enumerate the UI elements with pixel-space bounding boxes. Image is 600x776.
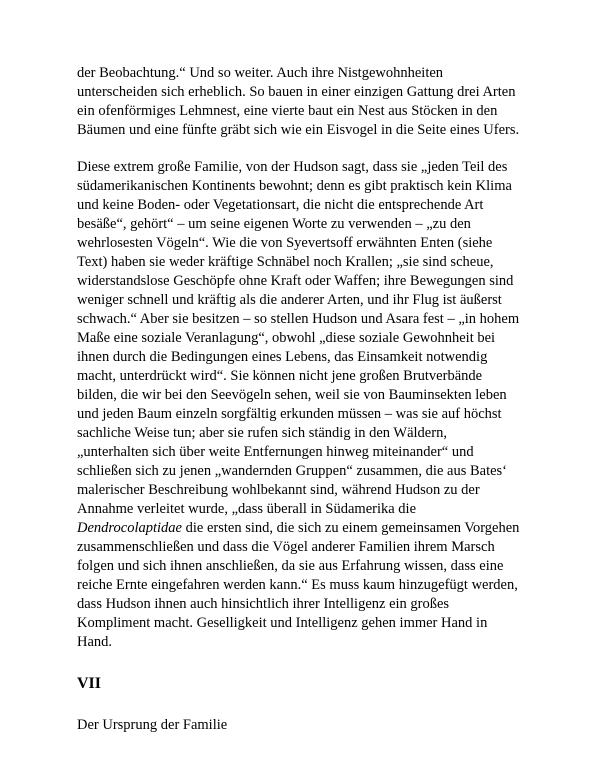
paragraph-2	[77, 158, 527, 652]
section-number: VII	[77, 675, 102, 692]
text-line: Hand.	[77, 634, 113, 650]
text-line: besäße“, gehört“ – um seine eigenen Worte zu verwenden – „zu den	[77, 216, 471, 232]
text-line-italic-term	[77, 519, 527, 538]
text-line: Kompliment macht. Geselligkeit und Intelligenz gehen immer Hand in	[77, 615, 488, 631]
text-line: weniger schnell und kräftig als die anderer Arten, und ihr Flug ist äußerst	[77, 292, 502, 308]
text-line: zusammenschließen und dass die Vögel anderer Familien ihrem Marsch	[77, 539, 495, 555]
document-page	[77, 64, 527, 735]
text-line: schließen sich zu jenen „wandernden Gruppen“ zusammen, die aus Bates‘	[77, 463, 508, 479]
text-line: und keine Boden- oder Vegetationsart, die nicht die entsprechende Art	[77, 197, 484, 213]
text-line: Text) haben sie weder kräftige Schnäbel noch Krallen; „sie sind scheue,	[77, 254, 494, 270]
text-line: Diese extrem große Familie, von der Hudson sagt, dass sie „jeden Teil des	[77, 159, 508, 175]
text-line: ein ofenförmiges Lehmnest, eine vierte baut ein Nest aus Stöcken in den	[77, 103, 498, 119]
text-line: reiche Ernte eingefahren werden kann.“ Es muss kaum hinzugefügt werden,	[77, 577, 518, 593]
text-line: schwach.“ Aber sie besitzen – so stellen Hudson und Asara fest – „in hohem	[77, 311, 520, 327]
text-line: folgen und sich ihnen anschließen, da sie aus Erfahrung wissen, dass eine	[77, 558, 504, 574]
paragraph-1	[77, 64, 527, 140]
italic-line-rest: die ersten sind, die sich zu einem gemeinsamen Vorgehen	[181, 520, 520, 536]
text-line: widerstandslose Geschöpfe ohne Kraft oder Waffen; ihre Bewegungen sind	[77, 273, 514, 289]
text-line: ihnen durch die Bedingungen eines Lebens, das Einsamkeit notwendig	[77, 349, 488, 365]
text-line: „unterhalten sich über weite Entfernungen hinweg miteinander“ und	[77, 444, 474, 460]
text-line: wehrlosesten Vögeln“. Wie die von Syevertsoff erwähnten Enten (siehe	[77, 235, 493, 251]
text-line: unterscheiden sich erheblich. So bauen in einer einzigen Gattung drei Arten	[77, 84, 516, 100]
text-line: sachliche Weise tun; aber sie rufen sich ständig in den Wäldern,	[77, 425, 447, 441]
text-line: dass Hudson ihnen auch hinsichtlich ihrer Intelligenz ein großes	[77, 596, 450, 612]
text-line: südamerikanischen Kontinents bewohnt; denn es gibt praktisch kein Klima	[77, 178, 512, 194]
text-line: macht, unterdrückt wird“. Sie können nicht jene großen Brutverbände	[77, 368, 483, 384]
text-line: Bäumen und eine fünfte gräbt sich wie ein Eisvogel in die Seite eines Ufers.	[77, 122, 520, 138]
text-line: der Beobachtung.“ Und so weiter. Auch ihre Nistgewohnheiten	[77, 65, 444, 81]
text-line: und jeden Baum einzeln sorgfältig erkunden müssen – was sie auf höchst	[77, 406, 502, 422]
text-line: Annahme verleitet wurde, „dass überall in Südamerika die	[77, 501, 417, 517]
italic-term: Dendrocolaptidae	[77, 520, 182, 536]
text-line: Maße eine soziale Veranlagung“, obwohl „diese soziale Gewohnheit bei	[77, 330, 496, 346]
text-line: malerischer Beschreibung wohlbekannt sind, während Hudson zu der	[77, 482, 480, 498]
text-line: bilden, die wir bei den Seevögeln sehen, weil sie von Bauminsekten leben	[77, 387, 507, 403]
section-title: Der Ursprung der Familie	[77, 717, 228, 733]
